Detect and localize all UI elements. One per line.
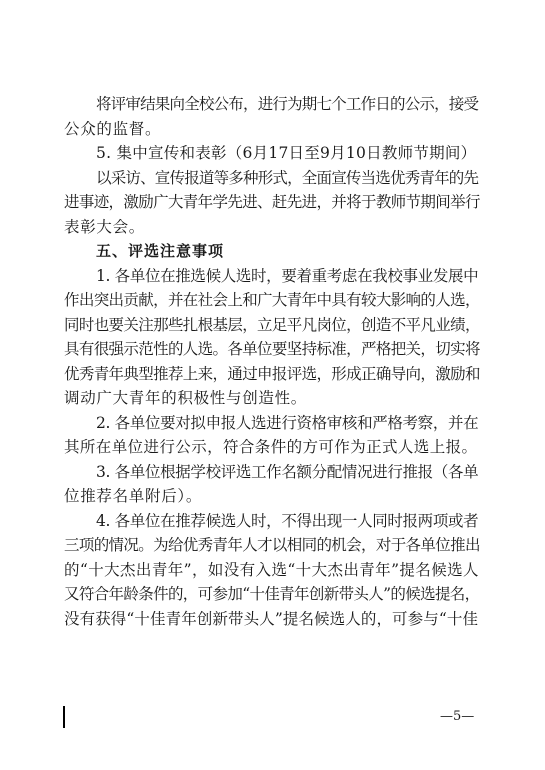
text-line: 位推荐名单附后）。 <box>64 487 203 505</box>
text-line: 3. 各单位根据学校评选工作名额分配情况进行推报（各单 <box>96 462 479 481</box>
text-line: 的“十大杰出青年”，如没有入选“十大杰出青年”提名候选人 <box>64 560 479 579</box>
text-line: 公众的监督。 <box>64 119 162 138</box>
text-line: 其所在单位进行公示，符合条件的方可作为正式人选上报。 <box>64 438 478 456</box>
text-line: 2. 各单位要对拟申报人选进行资格审核和严格考察，并在 <box>96 413 479 432</box>
text-line: 1. 各单位在推选候人选时，要着重考虑在我校事业发展中 <box>96 266 479 285</box>
text-line: 进事迹，激励广大青年学先进、赶先进，并将于教师节期间举行 <box>64 193 480 211</box>
text-line: 调动广大青年的积极性与创造性。 <box>64 389 308 407</box>
text-line: 优秀青年典型推荐上来，通过申报评选，形成正确导向，激励和 <box>64 364 480 383</box>
text-line: 同时也要关注那些扎根基层，立足平凡岗位，创造不平凡业绩， <box>64 315 480 334</box>
text-line: 作出突出贡献，并在社会上和广大青年中具有较大影响的人选， <box>64 291 480 309</box>
text-line: 具有很强示范性的人选。各单位要坚持标准，严格把关，切实将 <box>64 340 480 358</box>
text-line: 以采访、宣传报道等多种形式，全面宣传当选优秀青年的先 <box>96 168 479 187</box>
page-number: —5— <box>440 709 475 724</box>
text-line: 又符合年龄条件的，可参加“十佳青年创新带头人”的候选提名， <box>64 585 480 603</box>
section-heading: 五、评选注意事项 <box>96 242 225 260</box>
text-line: 4. 各单位在推荐候选人时，不得出现一人同时报两项或者 <box>96 511 479 530</box>
document-body <box>64 92 480 631</box>
footer-margin-bar <box>63 706 65 728</box>
text-line: 没有获得“十佳青年创新带头人”提名候选人的，可参与“十佳 <box>64 609 479 628</box>
text-line: 表彰大会。 <box>64 217 146 236</box>
text-line: 5. 集中宣传和表彰（6月17日至9月10日教师节期间） <box>96 144 477 162</box>
text-line: 将评审结果向全校公布，进行为期七个工作日的公示，接受 <box>96 95 479 113</box>
text-line: 三项的情况。为给优秀青年人才以相同的机会，对于各单位推出 <box>64 536 480 554</box>
